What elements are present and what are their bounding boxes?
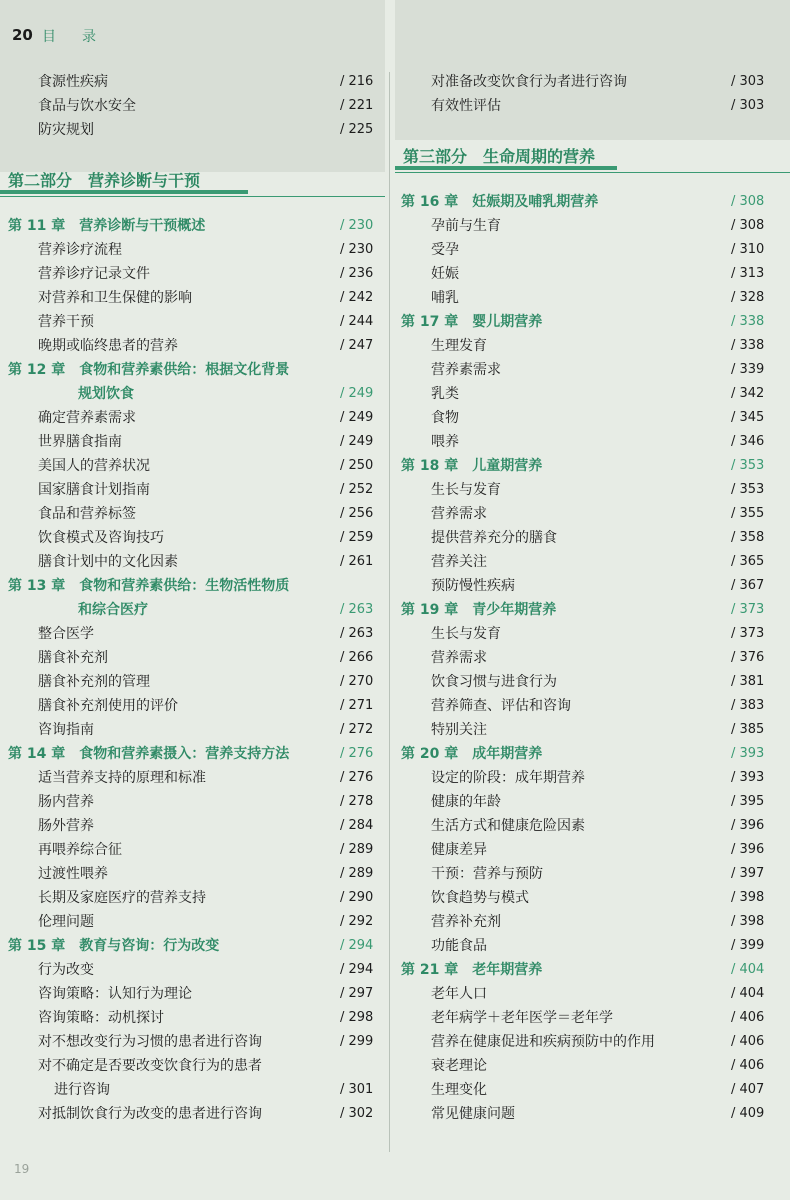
- toc-entry[interactable]: 肠外营养 / 284: [38, 818, 374, 834]
- chapter-heading[interactable]: 第 11 章 营养诊断与干预概述 / 230: [8, 218, 374, 234]
- chapter-heading[interactable]: 第 14 章 食物和营养素摄入：营养支持方法 / 276: [8, 746, 374, 762]
- toc-entry[interactable]: 食品和营养标签 / 256: [38, 506, 374, 522]
- toc-entry[interactable]: 营养诊疗流程 / 230: [38, 242, 374, 258]
- toc-entry[interactable]: 对准备改变饮食行为者进行咨询 / 303: [431, 74, 765, 90]
- chapter-heading[interactable]: 第 19 章 青少年期营养 / 373: [401, 602, 765, 618]
- toc-entry[interactable]: 哺乳 / 328: [431, 290, 765, 306]
- toc-entry[interactable]: 功能食品 / 399: [431, 938, 765, 954]
- toc-entry-continued[interactable]: 进行咨询 / 301: [54, 1082, 374, 1098]
- toc-entry[interactable]: 防灾规划 / 225: [38, 122, 374, 138]
- toc-entry[interactable]: 特别关注 / 385: [431, 722, 765, 738]
- toc-entry[interactable]: 咨询策略：动机探讨 / 298: [38, 1010, 374, 1026]
- toc-entry[interactable]: 预防慢性疾病 / 367: [431, 578, 765, 594]
- chapter-heading[interactable]: 第 17 章 婴儿期营养 / 338: [401, 314, 765, 330]
- toc-entry[interactable]: 咨询指南 / 272: [38, 722, 374, 738]
- toc-entry[interactable]: 受孕 / 310: [431, 242, 765, 258]
- toc-entry[interactable]: 肠内营养 / 278: [38, 794, 374, 810]
- toc-entry[interactable]: 晚期或临终患者的营养 / 247: [38, 338, 374, 354]
- toc-entry[interactable]: 营养需求 / 355: [431, 506, 765, 522]
- toc-entry[interactable]: 干预：营养与预防 / 397: [431, 866, 765, 882]
- toc-entry[interactable]: 营养诊疗记录文件 / 236: [38, 266, 374, 282]
- toc-entry[interactable]: 乳类 / 342: [431, 386, 765, 402]
- column-divider: [389, 72, 390, 1152]
- toc-entry[interactable]: 老年人口 / 404: [431, 986, 765, 1002]
- chapter-heading[interactable]: 第 13 章 食物和营养素供给：生物活性物质: [8, 578, 290, 594]
- toc-entry[interactable]: 健康的年龄 / 395: [431, 794, 765, 810]
- chapter-heading-continued[interactable]: 规划饮食 / 249: [78, 386, 374, 402]
- toc-entry[interactable]: 生理发育 / 338: [431, 338, 765, 354]
- toc-entry[interactable]: 食物 / 345: [431, 410, 765, 426]
- toc-entry[interactable]: 营养干预 / 244: [38, 314, 374, 330]
- toc-entry[interactable]: 确定营养素需求 / 249: [38, 410, 374, 426]
- toc-entry[interactable]: 有效性评估 / 303: [431, 98, 765, 114]
- toc-entry[interactable]: 生活方式和健康危险因素 / 396: [431, 818, 765, 834]
- part-rule: [0, 196, 385, 197]
- header-title: 目录: [42, 29, 122, 45]
- toc-entry[interactable]: 膳食补充剂 / 266: [38, 650, 374, 666]
- toc-entry[interactable]: 对不想改变行为习惯的患者进行咨询 / 299: [38, 1034, 374, 1050]
- chapter-heading[interactable]: 第 16 章 妊娠期及哺乳期营养 / 308: [401, 194, 765, 210]
- toc-entry[interactable]: 饮食习惯与进食行为 / 381: [431, 674, 765, 690]
- chapter-heading-continued[interactable]: 和综合医疗 / 263: [78, 602, 374, 618]
- toc-entry[interactable]: 膳食补充剂的管理 / 270: [38, 674, 374, 690]
- toc-entry[interactable]: 营养补充剂 / 398: [431, 914, 765, 930]
- toc-entry[interactable]: 生理变化 / 407: [431, 1082, 765, 1098]
- chapter-heading[interactable]: 第 20 章 成年期营养 / 393: [401, 746, 765, 762]
- toc-entry[interactable]: 对营养和卫生保健的影响 / 242: [38, 290, 374, 306]
- toc-entry[interactable]: 行为改变 / 294: [38, 962, 374, 978]
- toc-entry[interactable]: 膳食补充剂使用的评价 / 271: [38, 698, 374, 714]
- toc-entry[interactable]: 妊娠 / 313: [431, 266, 765, 282]
- part-rule: [395, 172, 790, 173]
- toc-entry[interactable]: 再喂养综合征 / 289: [38, 842, 374, 858]
- toc-entry[interactable]: 营养筛查、评估和咨询 / 383: [431, 698, 765, 714]
- toc-entry[interactable]: 营养需求 / 376: [431, 650, 765, 666]
- toc-entry[interactable]: 生长与发育 / 373: [431, 626, 765, 642]
- toc-entry[interactable]: 咨询策略：认知行为理论 / 297: [38, 986, 374, 1002]
- toc-entry[interactable]: 国家膳食计划指南 / 252: [38, 482, 374, 498]
- toc-entry[interactable]: 孕前与生育 / 308: [431, 218, 765, 234]
- toc-entry[interactable]: 整合医学 / 263: [38, 626, 374, 642]
- toc-entry[interactable]: 设定的阶段：成年期营养 / 393: [431, 770, 765, 786]
- part-underline: [395, 166, 617, 170]
- toc-entry[interactable]: 营养关注 / 365: [431, 554, 765, 570]
- toc-entry[interactable]: 食源性疾病 / 216: [38, 74, 374, 90]
- toc-entry[interactable]: 对抵制饮食行为改变的患者进行咨询 / 302: [38, 1106, 374, 1122]
- toc-entry[interactable]: 喂养 / 346: [431, 434, 765, 450]
- toc-entry[interactable]: 常见健康问题 / 409: [431, 1106, 765, 1122]
- page-number: 20: [12, 26, 33, 44]
- footer-page-marker: 19: [14, 1162, 30, 1176]
- toc-entry[interactable]: 伦理问题 / 292: [38, 914, 374, 930]
- toc-entry[interactable]: 饮食趋势与模式 / 398: [431, 890, 765, 906]
- chapter-heading[interactable]: 第 18 章 儿童期营养 / 353: [401, 458, 765, 474]
- toc-entry[interactable]: 长期及家庭医疗的营养支持 / 290: [38, 890, 374, 906]
- toc-entry[interactable]: 过渡性喂养 / 289: [38, 866, 374, 882]
- toc-entry[interactable]: 老年病学＋老年医学＝老年学 / 406: [431, 1010, 765, 1026]
- chapter-heading[interactable]: 第 15 章 教育与咨询：行为改变 / 294: [8, 938, 374, 954]
- part-title: 第三部分 生命周期的营养: [403, 147, 596, 166]
- chapter-heading[interactable]: 第 21 章 老年期营养 / 404: [401, 962, 765, 978]
- toc-entry[interactable]: 提供营养充分的膳食 / 358: [431, 530, 765, 546]
- toc-entry[interactable]: 饮食模式及咨询技巧 / 259: [38, 530, 374, 546]
- toc-entry[interactable]: 膳食计划中的文化因素 / 261: [38, 554, 374, 570]
- toc-entry[interactable]: 食品与饮水安全 / 221: [38, 98, 374, 114]
- toc-entry[interactable]: 健康差异 / 396: [431, 842, 765, 858]
- toc-entry[interactable]: 营养素需求 / 339: [431, 362, 765, 378]
- part-underline: [0, 190, 248, 194]
- toc-entry[interactable]: 适当营养支持的原理和标准 / 276: [38, 770, 374, 786]
- toc-entry[interactable]: 对不确定是否要改变饮食行为的患者: [38, 1058, 262, 1074]
- toc-entry[interactable]: 衰老理论 / 406: [431, 1058, 765, 1074]
- toc-entry[interactable]: 营养在健康促进和疾病预防中的作用 / 406: [431, 1034, 765, 1050]
- toc-entry[interactable]: 生长与发育 / 353: [431, 482, 765, 498]
- part-title: 第二部分 营养诊断与干预: [8, 171, 201, 190]
- toc-entry[interactable]: 世界膳食指南 / 249: [38, 434, 374, 450]
- toc-entry[interactable]: 美国人的营养状况 / 250: [38, 458, 374, 474]
- chapter-heading[interactable]: 第 12 章 食物和营养素供给：根据文化背景: [8, 362, 290, 378]
